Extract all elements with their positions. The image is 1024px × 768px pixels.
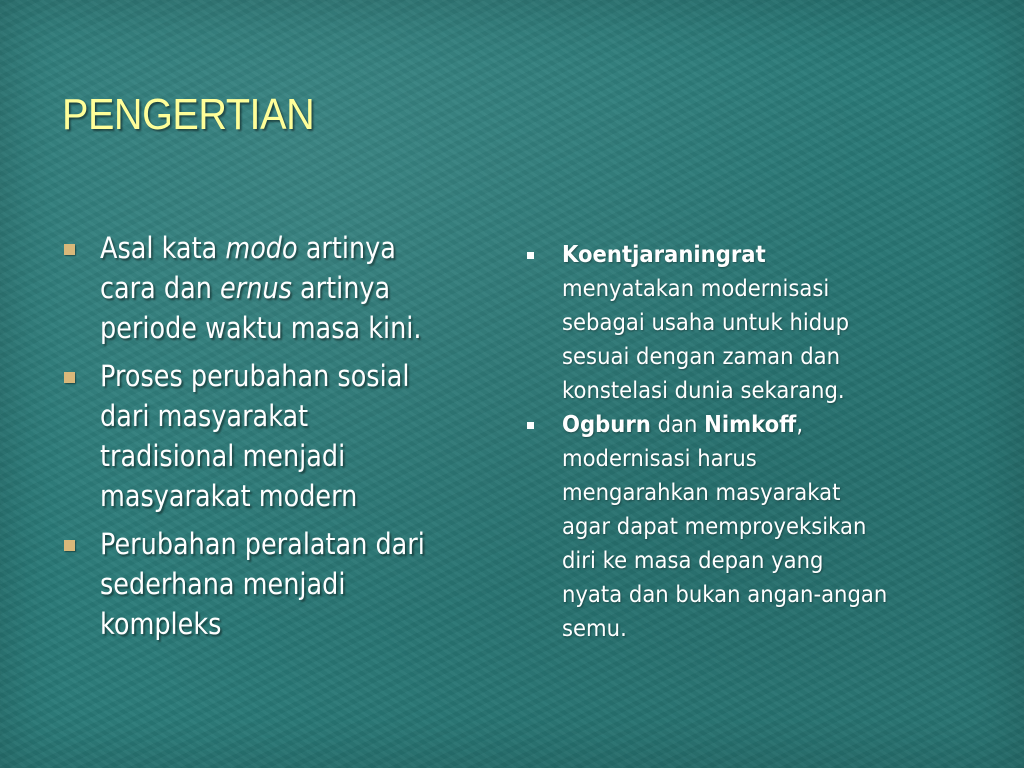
point-line: agar dapat memproyeksikan xyxy=(562,514,867,540)
small-square-bullet-icon xyxy=(527,252,534,259)
right-bullet-list xyxy=(524,238,964,646)
point-line: nyata dan bukan angan-angan xyxy=(562,582,888,608)
square-bullet-icon xyxy=(64,540,75,551)
slide-title: PENGERTIAN xyxy=(62,90,315,139)
point-text: Proses perubahan sosial dari masyarakat tradisional menjadi masyarakat modern xyxy=(100,359,410,513)
point-line: semu. xyxy=(562,616,627,642)
point-line: diri ke masa depan yang xyxy=(562,548,824,574)
point-line: sebagai usaha untuk hidup xyxy=(562,310,850,336)
small-square-bullet-icon xyxy=(527,422,534,429)
point-line: sesuai dengan zaman dan xyxy=(562,344,841,370)
square-bullet-icon xyxy=(64,244,75,255)
square-bullet-icon xyxy=(64,372,75,383)
list-item xyxy=(524,408,964,646)
point-line: Ogburn dan Nimkoff, xyxy=(562,412,804,438)
point-line: mengarahkan masyarakat xyxy=(562,480,841,506)
point-line: Koentjaraningrat xyxy=(562,242,766,268)
point-line: menyatakan modernisasi xyxy=(562,276,830,302)
point-text: Asal kata modo artinya cara dan ernus artinya periode waktu masa kini. xyxy=(100,231,422,345)
list-item xyxy=(62,356,502,516)
point-text: Perubahan peralatan dari sederhana menjadi kompleks xyxy=(100,527,425,641)
left-bullet-list xyxy=(62,228,502,652)
point-line: konstelasi dunia sekarang. xyxy=(562,378,845,404)
list-item xyxy=(62,524,502,644)
list-item xyxy=(62,228,502,348)
list-item xyxy=(524,238,964,408)
point-line: modernisasi harus xyxy=(562,446,757,472)
